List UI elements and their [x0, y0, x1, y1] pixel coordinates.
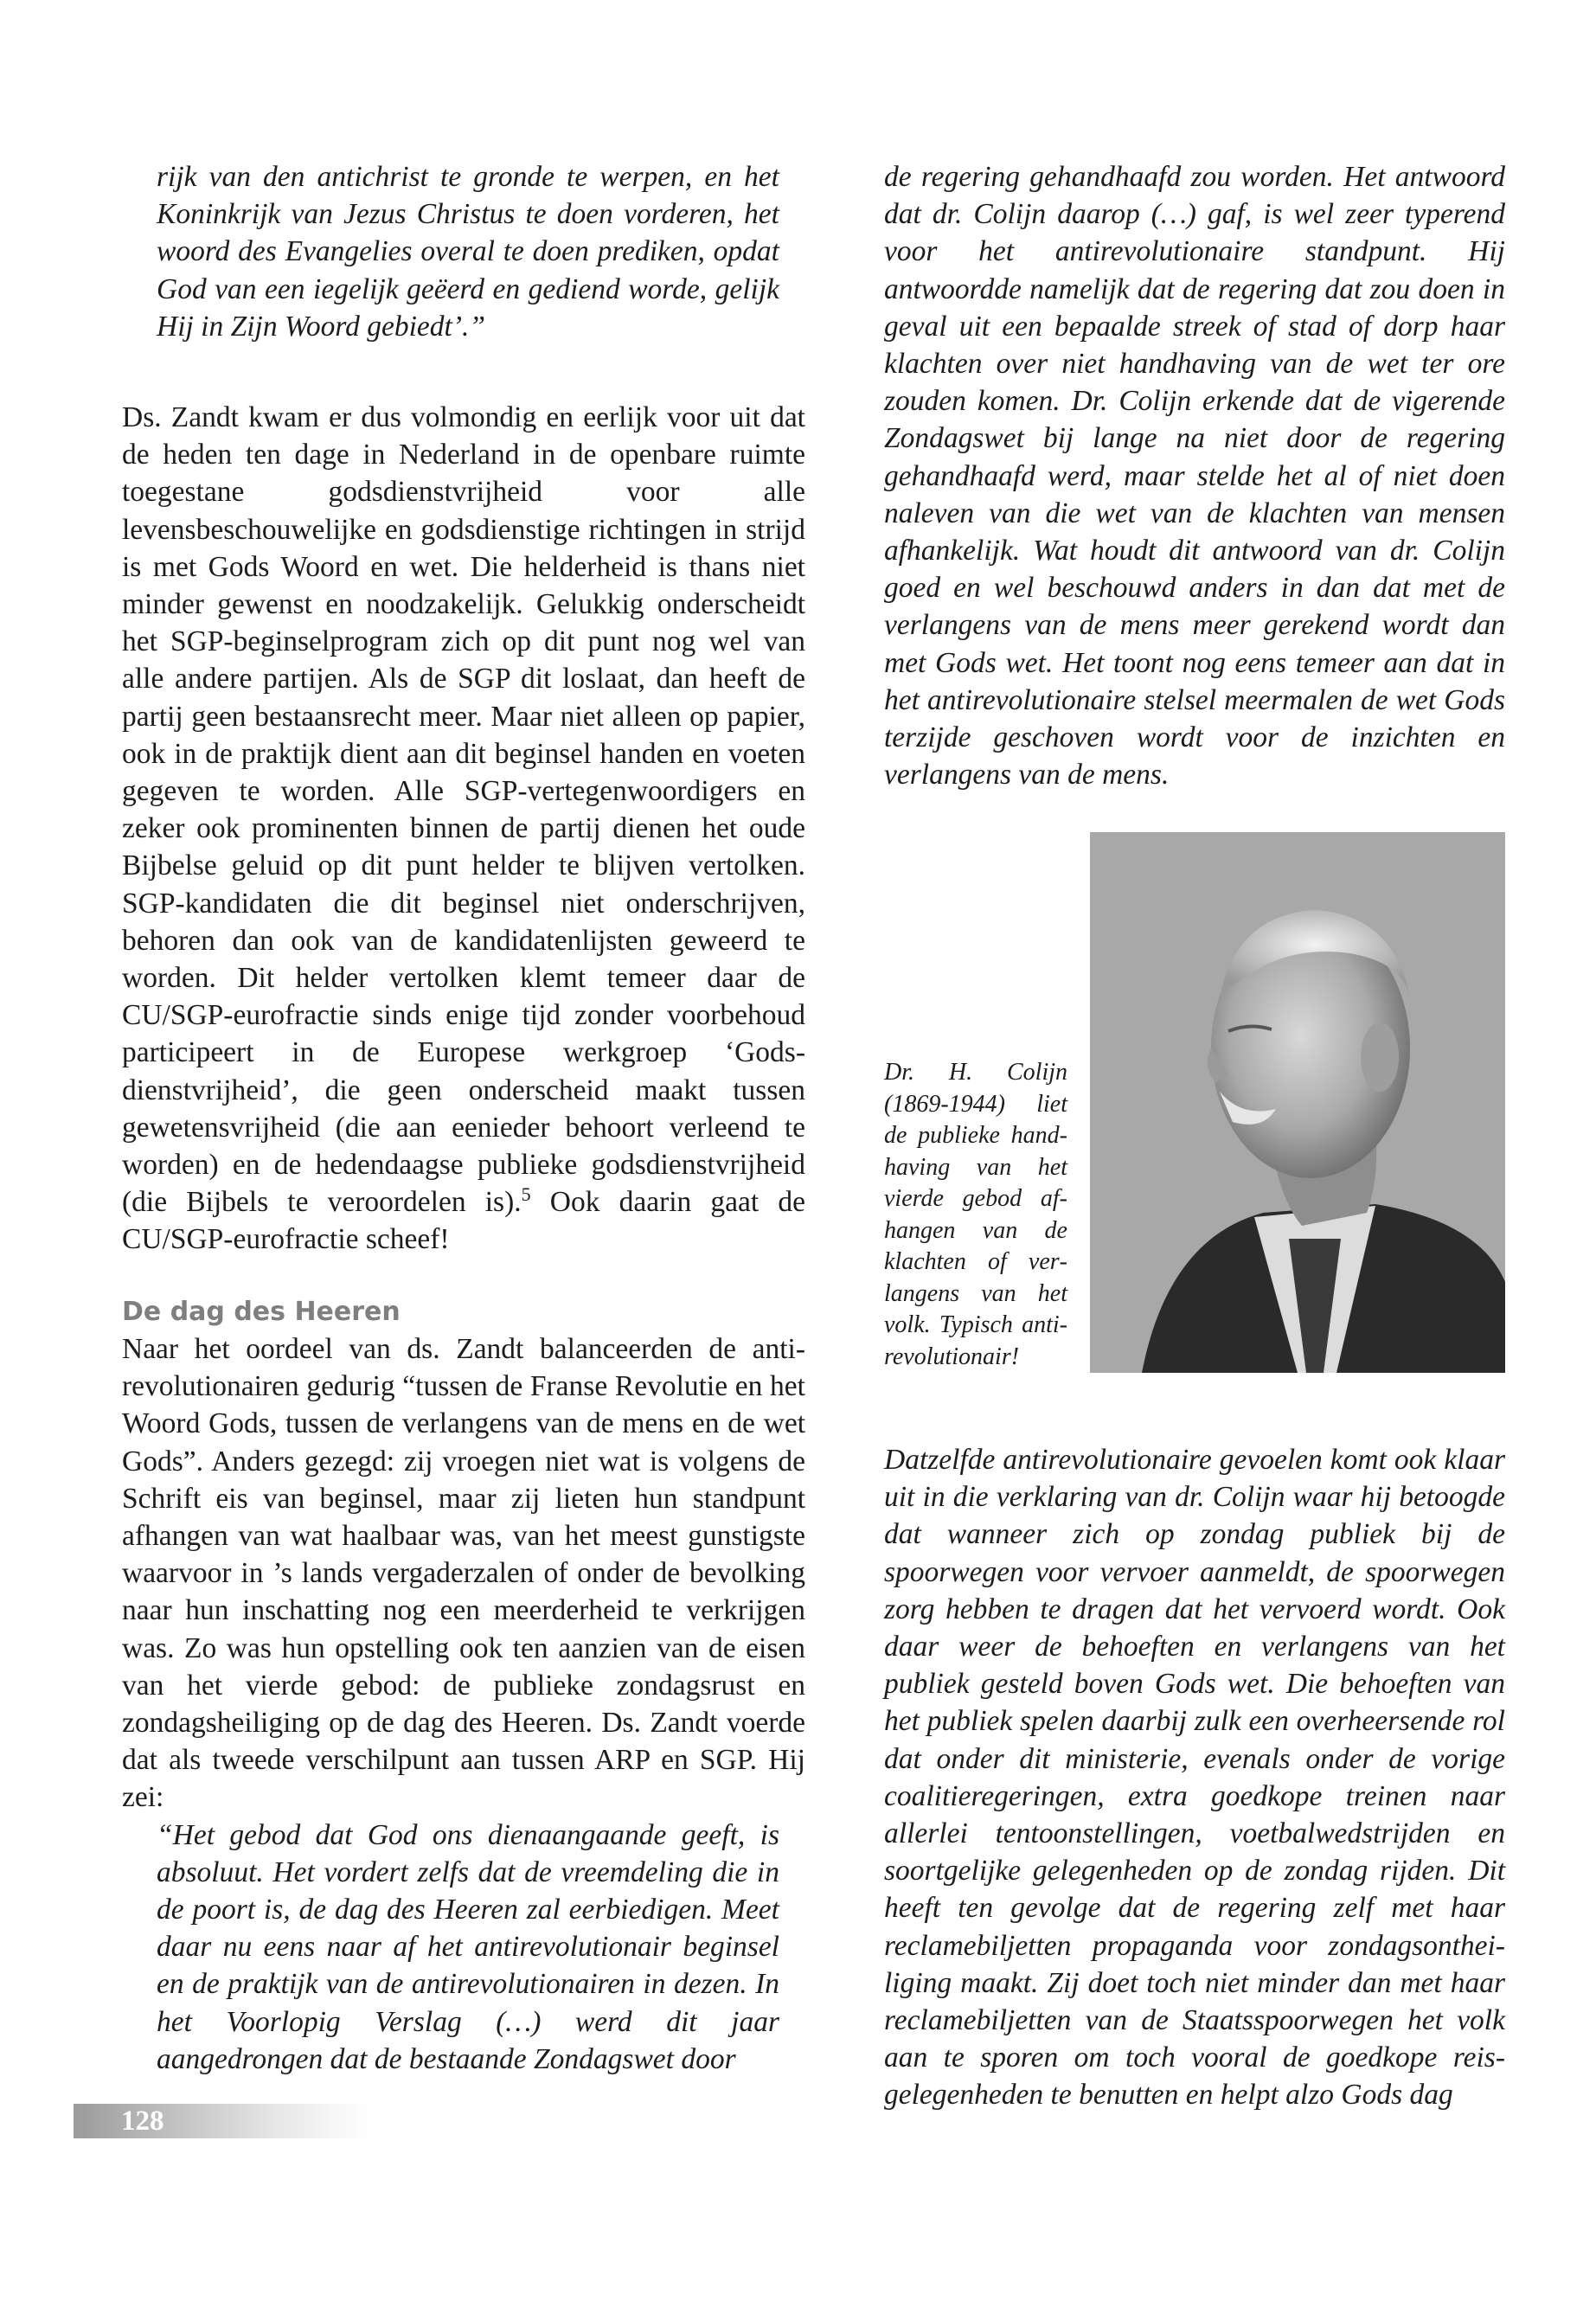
- photo-caption: Dr. H. Colijn (1869-1944) liet de publieke handhaving van het vierde gebod afhangen van de klachten of verlangens van het volk. Typisch antirevolutionair!: [884, 1059, 1067, 1370]
- page-number-band: [74, 2104, 368, 2138]
- right-paragraph-bottom: Datzelfde antirevolutionaire gevoelen komt ook klaar uit in die verklaring van dr. Colijn waar hij betoogde dat wanneer zich op zondag publiek bij de spoorwegen voor vervoer aanmeldt, de spoorwegen zorg hebben te dragen dat het vervoerd wordt. Ook daar weer de behoeften en verlangens van het publiek gesteld boven Gods wet. Die behoeften van het publiek spelen daarbij zulk een overheersende rol dat onder dit ministerie, evenals onder de vorige coalitieregeringen, extra goedkope treinen naar allerlei tentoonstellingen, voetbalwedstrijden en soortgelijke gelegenheden op de zondag rijden. Dit heeft ten gevolge dat de regering zelf met haar reclamebiljetten propaganda voor zondagsontheiliging maakt. Zij doet toch niet minder dan met haar reclamebiljetten van de Staatsspoorwegen het volk aan te sporen om toch vooral de goedkope reisgelegenheden te benutten en helpt alzo Gods dag: [884, 1444, 1505, 2112]
- left-column: [122, 158, 805, 2078]
- body-paragraph-1-text: Ds. Zandt kwam er dus volmondig en eerlijk voor uit dat de heden ten dage in Nederland in de openbare ruimte toegestane godsdienstvrijheid voor alle levensbeschouwelijke en godsdienstige richtingen in strijd is met Gods Woord en wet. Die helderheid is thans niet minder gewenst en noodzakelijk. Gelukkig onderscheidt het SGP-beginselprogram zich op dit punt nog wel van alle andere partijen. Als de SGP dit loslaat, dan heeft de partij geen bestaansrecht meer. Maar niet alleen op papier, ook in de praktijk dient aan dit beginsel handen en voeten gegeven te worden. Alle SGP-vertegenwoordigers en zeker ook prominenten binnen de partij dienen het oude Bijbelse geluid op dit punt helder te blijven vertolken. SGP-kandidaten die dit beginsel niet onderschrijven, behoren dan ook van de kandidatenlijsten geweerd te worden. Dit helder vertolken klemt temeer daar de CU/SGP-eurofractie sinds enige tijd zonder voorbehoud participeert in de Europese werkgroep ‘Godsdienstvrijheid’, die geen onderscheid maakt tussen gewetensvrijheid (die aan eenieder behoort verleend te worden) en de hedendaagse publieke godsdienstvrijheid (die Bijbels te veroordelen is).: [122, 401, 805, 1219]
- page-number: 128: [121, 2106, 164, 2137]
- section-heading: De dag des Heeren: [122, 1296, 401, 1327]
- body-paragraph-1: [122, 399, 805, 1259]
- right-paragraph-top: de regering gehandhaafd zou worden. Het antwoord dat dr. Colijn daarop (…) gaf, is wel zeer typerend voor het antirevolutionaire standpunt. Hij antwoordde namelijk dat de regering dat zou doen in geval uit een bepaalde streek of stad of dorp haar klachten over niet handhaving van de wet ter ore zouden komen. Dr. Colijn erkende dat de vigerende Zondagswet bij lange na niet door de regering gehandhaafd werd, maar stelde het al of niet doen naleven van die wet van de klachten van mensen afhankelijk. Wat houdt dit antwoord van dr. Colijn goed en wel beschouwd anders in dan dat met de verlangens van de mens meer gerekend wordt dan met Gods wet. Het toont nog eens temeer aan dat in het antirevolutionaire stelsel meermalen de wet Gods terzijde geschoven wordt voor de inzichten en verlangens van de mens.: [884, 161, 1505, 792]
- body-paragraph-1-end: Ook daarin gaat de CU/SGP-eurofractie scheef!: [122, 1186, 805, 1256]
- footnote-marker: 5: [521, 1183, 531, 1206]
- portrait-illustration: [1090, 832, 1505, 1373]
- block-quote-bottom: “Het gebod dat God ons dienaangaande geeft, is absoluut. Het vordert zelfs dat de vreemdeling die in de poort is, de dag des Heeren zal eerbiedigen. Meet daar nu eens naar af het antirevolutionair beginsel en de praktijk van de antirevolutionairen in dezen. In het Voorlopig Verslag (…) werd dit jaar aangedrongen dat de bestaande Zondagswet door: [157, 1818, 779, 2075]
- body-paragraph-2: Naar het oordeel van ds. Zandt balanceerden de antirevolutionairen gedurig “tussen de Franse Revolutie en het Woord Gods, tussen de verlangens van de mens en de wet Gods”. Anders gezegd: zij vroegen niet wat is volgens de Schrift eis van beginsel, maar zij lieten hun standpunt afhangen van wat haalbaar was, van het meest gunstigste waarvoor in ’s lands vergaderzalen of onder de bevolking naar hun inschatting nog een meerderheid te verkrijgen was. Zo was hun opstelling ook ten aanzien van de eisen van het vierde gebod: de publieke zondagsrust en zondagsheiliging op de dag des Heeren. Ds. Zandt voerde dat als tweede verschilpunt aan tussen ARP en SGP. Hij zei:: [122, 1332, 805, 1814]
- portrait-photo: [1090, 832, 1505, 1373]
- right-column-bottom: [884, 1441, 1505, 2114]
- block-quote-top: rijk van den antichrist te gronde te werpen, en het Koninkrijk van Jezus Christus te doen vorderen, het woord des Evangelies overal te doen prediken, opdat God van een iegelijk geëerd en gediend worde, gelijk Hij in Zijn Woord gebiedt’.”: [157, 161, 779, 343]
- right-column-top: [884, 158, 1505, 793]
